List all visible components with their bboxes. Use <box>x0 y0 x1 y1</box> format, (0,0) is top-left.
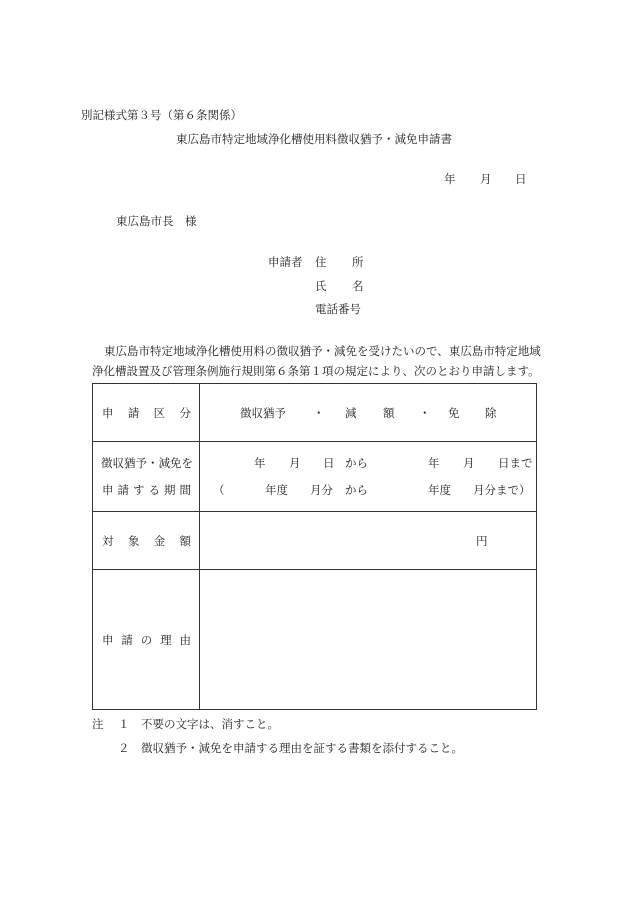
note-1-number: １ <box>118 717 130 731</box>
row-application-reason <box>93 570 537 710</box>
row-target-amount <box>93 512 537 570</box>
label-char: 分 <box>179 405 191 420</box>
option-separator: ・ <box>313 405 325 420</box>
period-cell[interactable] <box>200 442 537 512</box>
period-end-fiscal-year: 年度 <box>428 483 451 497</box>
period-end-month: 月 <box>463 456 475 470</box>
period-start-year: 年 <box>254 456 266 470</box>
row-application-period <box>93 442 537 512</box>
document-title: 東広島市特定地域浄化槽使用料徴収猶予・減免申請書 <box>176 132 452 146</box>
period-start-month: 月 <box>289 456 301 470</box>
period-from: から <box>345 456 368 470</box>
addressee: 東広島市長 様 <box>116 214 197 228</box>
option-separator: ・ <box>419 405 431 420</box>
label-application-reason <box>93 570 200 710</box>
option-exemption-char1[interactable]: 免 <box>448 405 460 420</box>
label-char: 対 <box>102 533 114 548</box>
period-paren-open: （ <box>213 483 225 497</box>
label-char: 間 <box>179 483 191 497</box>
body-text-line1: 東広島市特定地域浄化槽使用料の徴収猶予・減免を受けたいので、東広島市特定地域 <box>104 344 541 358</box>
row-application-category <box>93 384 537 442</box>
label-char: 由 <box>179 632 191 647</box>
date-year: 年 <box>444 172 456 186</box>
label-char: す <box>133 483 145 497</box>
label-char: 期 <box>164 483 176 497</box>
applicant-label: 申請者 <box>268 255 303 269</box>
label-char: 申 <box>102 632 114 647</box>
period-end-year: 年 <box>428 456 440 470</box>
period-fiscal-line <box>200 482 536 498</box>
label-char: 請 <box>121 632 133 647</box>
period-until-month-portion: 月分まで） <box>473 483 531 497</box>
note-2-number: ２ <box>118 741 130 755</box>
application-reason-cell[interactable] <box>200 570 537 710</box>
label-char: 請 <box>127 405 140 420</box>
yen-unit: 円 <box>476 533 488 548</box>
address-label-char1: 住 <box>315 255 327 269</box>
label-char: 象 <box>127 533 140 548</box>
address-label-char2: 所 <box>352 255 364 269</box>
period-from: から <box>345 483 368 497</box>
target-amount-cell[interactable] <box>200 512 537 570</box>
label-application-period <box>93 442 200 512</box>
period-start-month-portion: 月分 <box>310 483 333 497</box>
label-char: 区 <box>153 405 166 420</box>
category-options-cell <box>200 384 537 442</box>
application-table <box>92 383 537 710</box>
phone-label: 電話番号 <box>315 302 361 316</box>
option-reduction-char2[interactable]: 額 <box>383 405 395 420</box>
date-day: 日 <box>515 172 527 186</box>
label-target-amount <box>93 512 200 570</box>
label-char: 額 <box>179 533 191 548</box>
period-start-fiscal-year: 年度 <box>265 483 288 497</box>
label-application-category <box>93 384 200 442</box>
period-until: 日まで <box>498 456 533 470</box>
note-2-text: 徴収猶予・減免を申請する理由を証する書類を添付すること。 <box>141 741 463 755</box>
label-char: 申 <box>102 483 114 497</box>
period-label-line1: 徴収猶予・減免を <box>101 456 193 470</box>
period-date-line <box>200 455 536 471</box>
notes-prefix: 注 <box>92 717 104 731</box>
name-label-char1: 氏 <box>315 279 327 293</box>
period-start-day: 日 <box>323 456 335 470</box>
date-month: 月 <box>480 172 492 186</box>
option-exemption-char2[interactable]: 除 <box>485 405 497 420</box>
label-char: 理 <box>160 632 172 647</box>
body-text-line2: 浄化槽設置及び管理条例施行規則第６条第１項の規定により、次のとおり申請します。 <box>92 364 540 378</box>
label-char: の <box>140 632 153 647</box>
option-reduction-char1[interactable]: 減 <box>345 405 357 420</box>
label-char: 金 <box>153 533 166 548</box>
label-char: 請 <box>117 483 129 497</box>
form-number: 別記様式第３号（第６条関係） <box>81 108 242 122</box>
option-collection-deferral[interactable]: 徴収猶予 <box>240 405 286 420</box>
name-label-char2: 名 <box>352 279 364 293</box>
label-char: 申 <box>102 405 114 420</box>
label-char: る <box>148 483 160 497</box>
note-1-text: 不要の文字は、消すこと。 <box>141 717 279 731</box>
